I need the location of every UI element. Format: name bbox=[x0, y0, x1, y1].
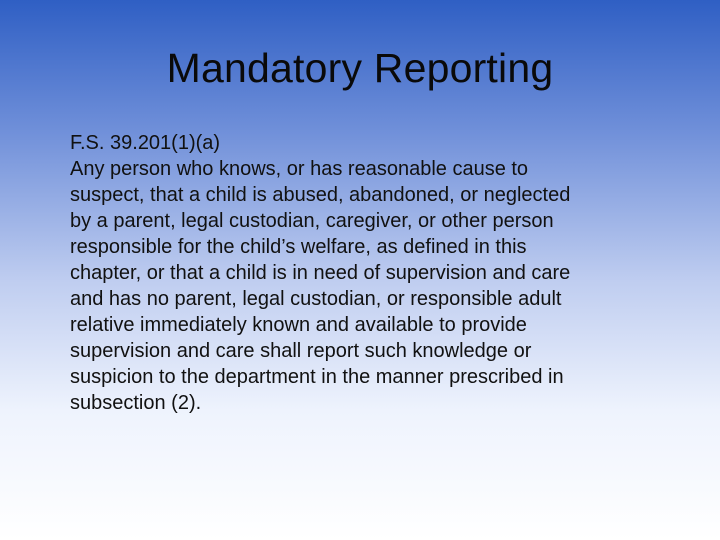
body-line: subsection (2). bbox=[70, 392, 202, 414]
body-line: chapter, or that a child is in need of supervision and care bbox=[70, 262, 571, 284]
body-line: relative immediately known and available to provide bbox=[70, 314, 527, 336]
citation: F.S. 39.201(1)(a) bbox=[70, 132, 221, 154]
body-line: suspect, that a child is abused, abandoned, or neglected bbox=[70, 184, 571, 206]
body-line: suspicion to the department in the manner prescribed in bbox=[70, 366, 564, 388]
body-line: supervision and care shall report such knowledge or bbox=[70, 340, 532, 362]
body-line: responsible for the child’s welfare, as defined in this bbox=[70, 236, 527, 258]
slide-title: Mandatory Reporting bbox=[166, 45, 554, 91]
body-line: Any person who knows, or has reasonable cause to bbox=[70, 158, 529, 180]
body-line: and has no parent, legal custodian, or responsible adult bbox=[70, 288, 562, 310]
slide-body bbox=[70, 130, 682, 416]
body-line: by a parent, legal custodian, caregiver, or other person bbox=[70, 210, 554, 232]
